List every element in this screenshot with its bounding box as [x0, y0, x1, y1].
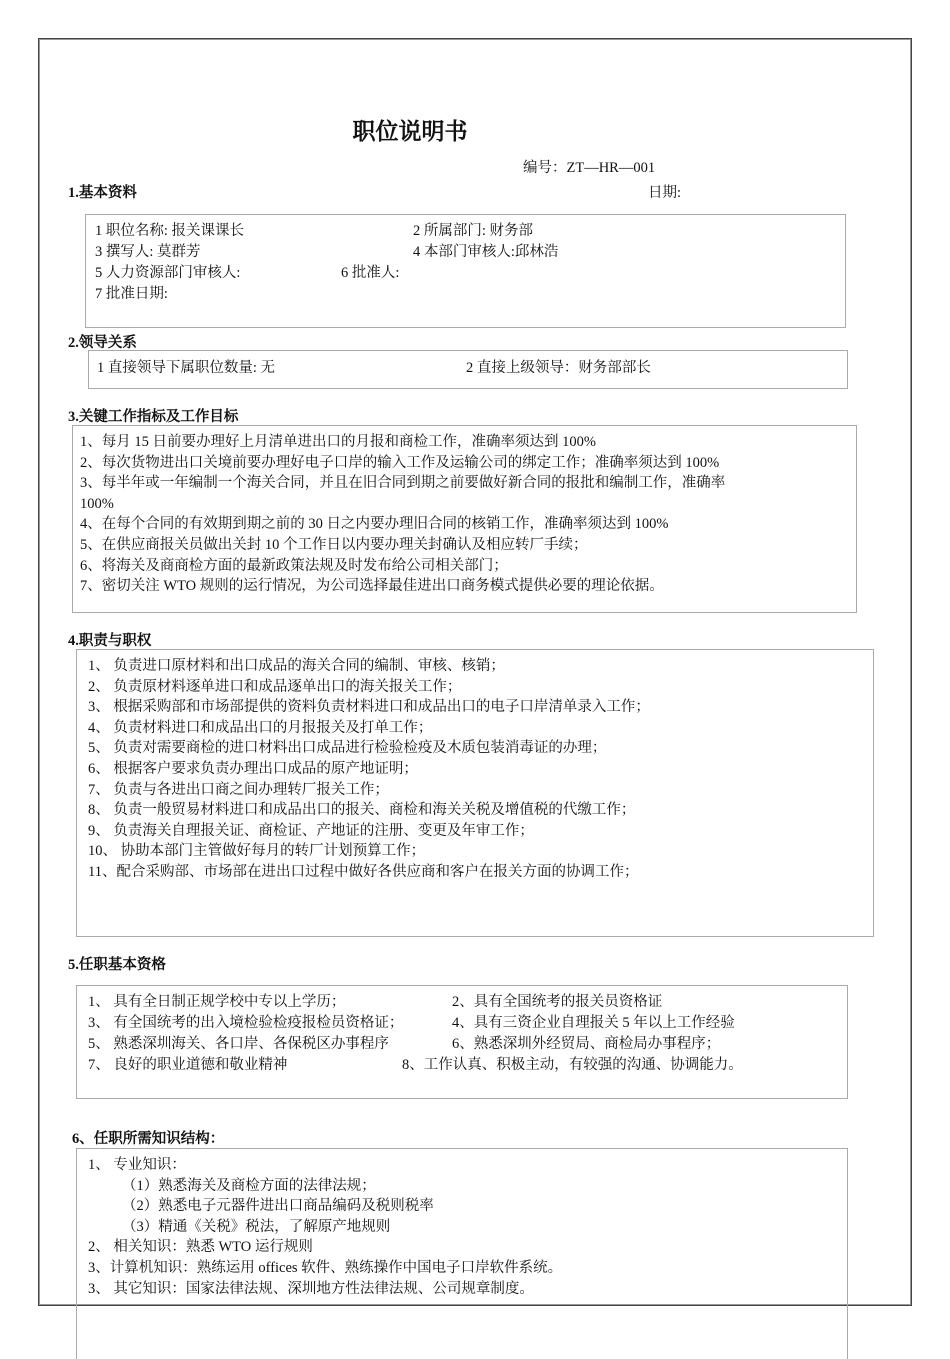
list-item: 3、每半年或一年编制一个海关合同，并且在旧合同到期之前要做好新合同的报批和编制工作，准确率 — [80, 475, 726, 492]
list-item: 5、 负责对需要商检的进口材料出口成品进行检验检疫及木质包装消毒证的办理； — [88, 740, 607, 757]
qualification-item: 1、 具有全日制正规学校中专以上学历； — [88, 994, 346, 1010]
list-item: 10、 协助本部门主管做好每月的转厂计划预算工作； — [88, 843, 426, 860]
field-dept-reviewer: 4 本部门审核人:邱林浩 — [413, 244, 559, 260]
list-item: 7、密切关注 WTO 规则的运行情况，为公司选择最佳进出口商务模式提供必要的理论依据。 — [80, 578, 664, 595]
list-item: 11、配合采购部、市场部在进出口过程中做好各供应商和客户在报关方面的协调工作； — [88, 863, 639, 880]
list-item: 3、计算机知识：熟练运用 offices 软件、熟练操作中国电子口岸软件系统。 — [88, 1259, 563, 1276]
field-department: 2 所属部门: 财务部 — [413, 223, 534, 239]
list-item: 100% — [80, 495, 114, 512]
field-approver: 6 批准人: — [341, 265, 400, 281]
qualification-item: 2、具有全国统考的报关员资格证 — [452, 994, 663, 1010]
date-label: 日期: — [648, 185, 682, 201]
list-item: 1、每月 15 日前要办理好上月清单进出口的月报和商检工作，准确率须达到 100% — [80, 434, 596, 450]
list-item: 3、 其它知识：国家法律法规、深圳地方性法律法规、公司规章制度。 — [88, 1280, 534, 1297]
list-item: 3、 根据采购部和市场部提供的资料负责材料进口和成品出口的电子口岸清单录入工作； — [88, 699, 650, 716]
field-author: 3 撰写人: 莫群芳 — [95, 244, 201, 260]
qualification-item: 8、工作认真、积极主动，有较强的沟通、协调能力。 — [402, 1057, 743, 1073]
list-item: （1）熟悉海关及商检方面的法律法规； — [122, 1177, 376, 1194]
qualification-item: 5、 熟悉深圳海关、各口岸、各保税区办事程序 — [88, 1036, 389, 1052]
qualification-item: 4、具有三资企业自理报关 5 年以上工作经验 — [452, 1015, 735, 1031]
field-approval-date: 7 批准日期: — [95, 286, 168, 302]
list-item: 8、 负责一般贸易材料进口和成品出口的报关、商检和海关关税及增值税的代缴工作； — [88, 802, 636, 819]
section-kpi-heading: 3.关键工作指标及工作目标 — [68, 409, 239, 425]
section-qualifications-heading: 5.任职基本资格 — [68, 957, 166, 973]
list-item: 4、 负责材料进口和成品出口的月报报关及打单工作； — [88, 719, 433, 736]
list-item: 2、 相关知识：熟悉 WTO 运行规则 — [88, 1239, 313, 1256]
field-hr-reviewer: 5 人力资源部门审核人: — [95, 265, 241, 281]
qualification-item: 7、 良好的职业道德和敬业精神 — [88, 1057, 288, 1073]
doc-number: 编号：ZT—HR—001 — [523, 160, 656, 176]
list-item: 7、 负责与各进出口商之间办理转厂报关工作； — [88, 781, 389, 798]
leadership-superior: 2 直接上级领导：财务部部长 — [466, 360, 651, 376]
knowledge-list — [88, 1155, 562, 1299]
section-basic-heading: 1.基本资料 — [68, 185, 137, 201]
list-item: （2）熟悉电子元器件进出口商品编码及税则税率 — [122, 1198, 434, 1215]
list-item: 5、在供应商报关员做出关封 10 个工作日以内要办理关封确认及相应转厂手续； — [80, 536, 588, 553]
list-item: 9、 负责海关自理报关证、商检证、产地证的注册、变更及年审工作； — [88, 822, 534, 839]
page-title: 职位说明书 — [352, 119, 468, 145]
section-duties-heading: 4.职责与职权 — [68, 633, 152, 649]
kpi-list — [80, 432, 725, 597]
list-item: 4、在每个合同的有效期到期之前的 30 日之内要办理旧合同的核销工作，准确率须达到 100% — [80, 516, 669, 533]
list-item: 1、 专业知识： — [88, 1157, 186, 1173]
list-item: （3）精通《关税》税法，了解原产地规则 — [122, 1218, 391, 1235]
list-item: 6、 根据客户要求负责办理出口成品的原产地证明； — [88, 760, 418, 777]
list-item: 2、 负责原材料逐单进口和成品逐单出口的海关报关工作； — [88, 678, 462, 695]
section-leadership-heading: 2.领导关系 — [68, 335, 137, 351]
list-item: 2、每次货物进出口关境前要办理好电子口岸的输入工作及运输公司的绑定工作；准确率须达到 100% — [80, 454, 720, 471]
leadership-subordinates: 1 直接领导下属职位数量: 无 — [97, 360, 276, 376]
field-position-name: 1 职位名称: 报关课课长 — [95, 223, 245, 239]
duties-list — [88, 656, 650, 883]
qualification-item: 3、 有全国统考的出入境检验检疫报检员资格证； — [88, 1015, 404, 1031]
section-knowledge-heading: 6、任职所需知识结构： — [72, 1131, 225, 1147]
list-item: 6、将海关及商商检方面的最新政策法规及时发布给公司相关部门； — [80, 557, 508, 574]
list-item: 1、 负责进口原材料和出口成品的海关合同的编制、审核、核销； — [88, 658, 505, 674]
qualification-item: 6、熟悉深圳外经贸局、商检局办事程序； — [452, 1036, 721, 1052]
